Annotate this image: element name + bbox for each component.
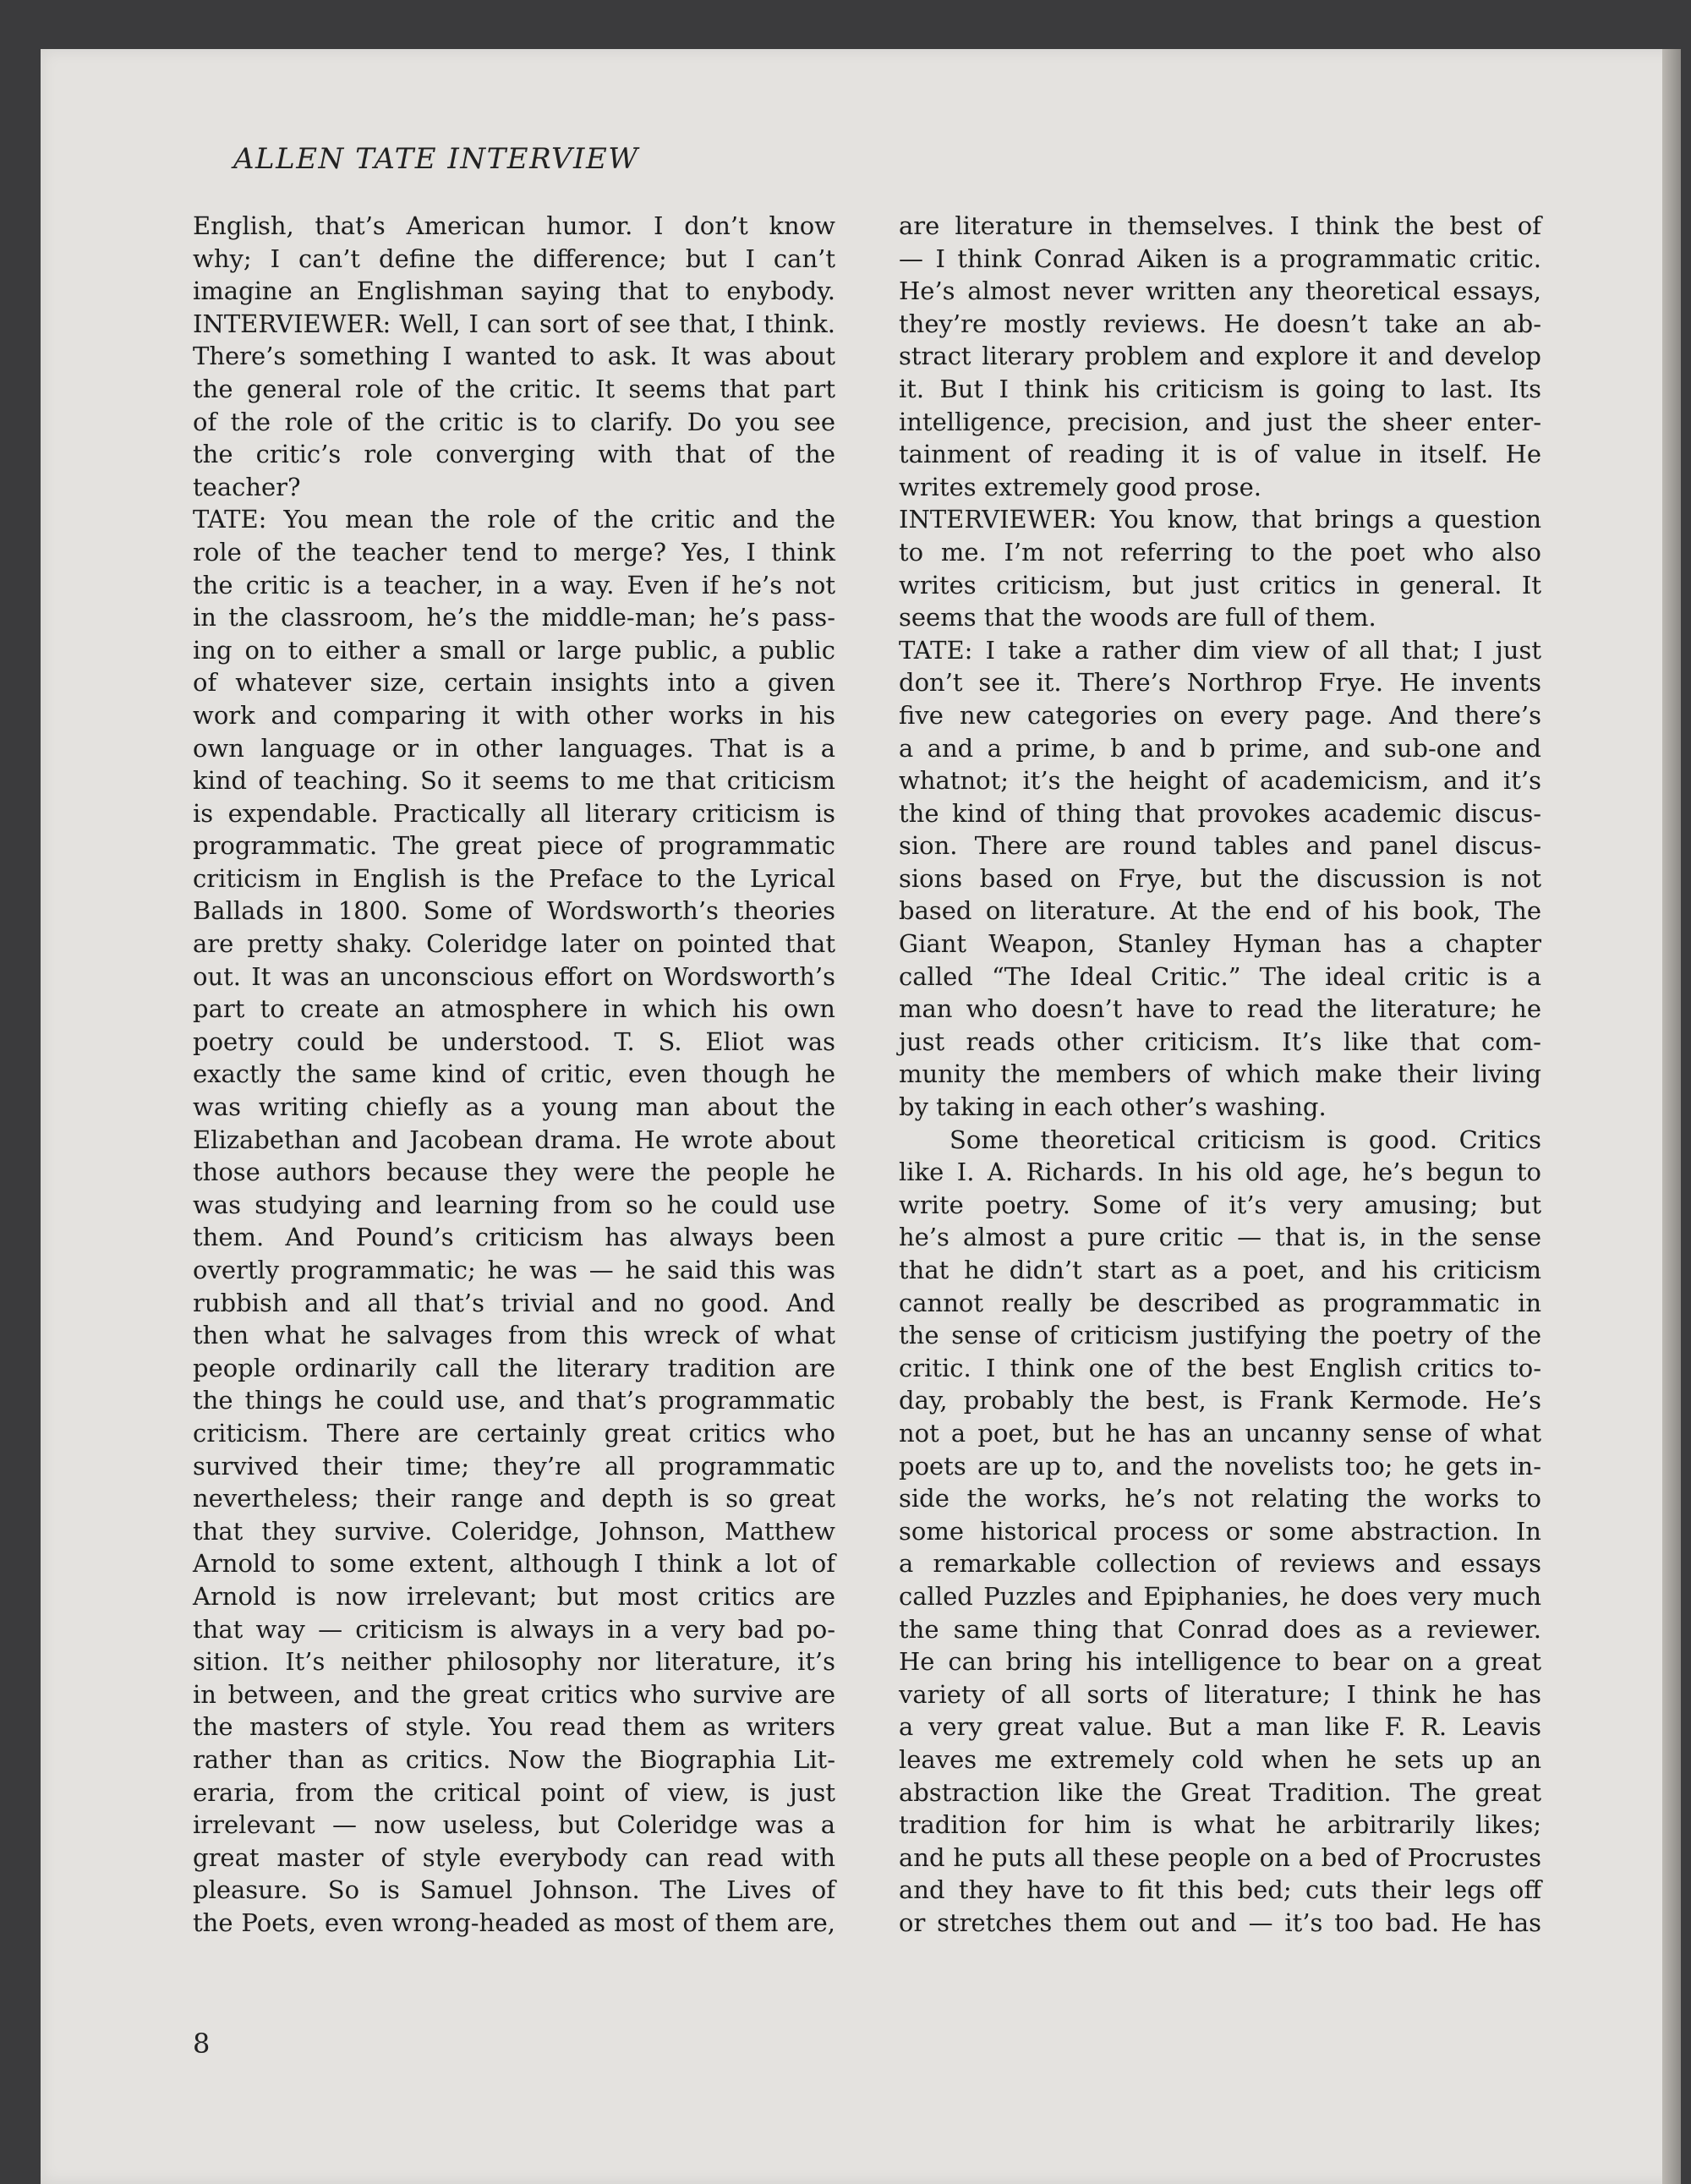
text-line: and they have to fit this bed; cuts their legs off bbox=[899, 1875, 1541, 1905]
page-edge bbox=[1662, 49, 1681, 2184]
text-line: sions based on Frye, but the discussion is not bbox=[899, 863, 1541, 893]
text-line: five new categories on every page. And there’s bbox=[899, 700, 1541, 730]
text-line: day, probably the best, is Frank Kermode. He’s bbox=[899, 1386, 1541, 1415]
text-line: poets are up to, and the novelists too; he gets in- bbox=[899, 1451, 1541, 1481]
text-line: nevertheless; their range and depth is so great bbox=[193, 1484, 835, 1513]
text-line: the general role of the critic. It seems that part bbox=[193, 374, 835, 403]
text-line: cannot really be described as programmatic in bbox=[899, 1288, 1541, 1317]
text-line: don’t see it. There’s Northrop Frye. He invents bbox=[899, 668, 1541, 698]
right-column bbox=[899, 210, 1541, 1939]
text-line: the same thing that Conrad does as a reviewer. bbox=[899, 1614, 1541, 1644]
text-line: sion. There are round tables and panel discus- bbox=[899, 831, 1541, 861]
text-line: irrelevant — now useless, but Coleridge was a bbox=[193, 1810, 835, 1840]
text-line: sition. It’s neither philosophy nor literature, it’s bbox=[193, 1647, 835, 1677]
text-line: tradition for him is what he arbitrarily likes; bbox=[899, 1810, 1541, 1840]
text-line: the masters of style. You read them as writers bbox=[193, 1712, 835, 1742]
text-line: the critic’s role converging with that of the bbox=[193, 440, 835, 469]
text-line: criticism. There are certainly great critics who bbox=[193, 1418, 835, 1448]
text-line: the things he could use, and that’s programmatic bbox=[193, 1386, 835, 1415]
text-line: then what he salvages from this wreck of what bbox=[193, 1321, 835, 1350]
text-line: ing on to either a small or large public, a public bbox=[193, 635, 835, 665]
text-line: that he didn’t start as a poet, and his criticism bbox=[899, 1256, 1541, 1284]
text-line: by taking in each other’s washing. bbox=[899, 1092, 1327, 1122]
text-line: rather than as critics. Now the Biographia Lit- bbox=[193, 1744, 835, 1774]
text-line: He’s almost never written any theoretical essays, bbox=[899, 276, 1541, 306]
text-line: people ordinarily call the literary tradition are bbox=[193, 1353, 835, 1382]
text-line: side the works, he’s not relating the works to bbox=[899, 1484, 1541, 1513]
text-line: some historical process or some abstraction. In bbox=[899, 1516, 1541, 1546]
page-number: 8 bbox=[193, 2028, 211, 2060]
text-line: He can bring his intelligence to bear on a great bbox=[899, 1647, 1541, 1677]
text-line: Arnold is now irrelevant; but most critics are bbox=[193, 1581, 835, 1611]
text-line: pleasure. So is Samuel Johnson. The Lives of bbox=[193, 1875, 835, 1905]
text-line: that way — criticism is always in a very bad po- bbox=[193, 1614, 835, 1644]
text-line: leaves me extremely cold when he sets up an bbox=[899, 1744, 1541, 1774]
text-line: and he puts all these people on a bed of Procrustes bbox=[899, 1842, 1541, 1872]
text-line: munity the members of which make their living bbox=[899, 1059, 1541, 1089]
text-line: INTERVIEWER: Well, I can sort of see that, I think. bbox=[193, 309, 835, 338]
text-line: the critic is a teacher, in a way. Even if he’s not bbox=[193, 570, 835, 599]
text-line: it. But I think his criticism is going to last. Its bbox=[899, 374, 1541, 403]
text-line: overtly programmatic; he was — he said this was bbox=[193, 1256, 835, 1284]
text-line: man who doesn’t have to read the literature; he bbox=[899, 994, 1541, 1024]
text-line: Elizabethan and Jacobean drama. He wrote about bbox=[193, 1125, 835, 1154]
text-line: writes criticism, but just critics in general. It bbox=[899, 570, 1541, 599]
text-line: not a poet, but he has an uncanny sense of what bbox=[899, 1418, 1541, 1448]
book-page bbox=[41, 49, 1681, 2184]
text-line: was writing chiefly as a young man about the bbox=[193, 1092, 835, 1122]
text-line: abstraction like the Great Tradition. The great bbox=[899, 1777, 1541, 1807]
text-line: exactly the same kind of critic, even though he bbox=[193, 1059, 835, 1089]
text-line: variety of all sorts of literature; I think he has bbox=[899, 1679, 1541, 1709]
text-line: eraria, from the critical point of view, is just bbox=[193, 1777, 835, 1807]
text-line: why; I can’t define the difference; but I can’t bbox=[193, 244, 835, 273]
text-line: writes extremely good prose. bbox=[899, 472, 1262, 501]
text-line: great master of style everybody can read with bbox=[193, 1842, 835, 1872]
text-line: are literature in themselves. I think the best of bbox=[899, 211, 1541, 240]
text-line: — I think Conrad Aiken is a programmatic critic. bbox=[899, 244, 1541, 273]
text-line: work and comparing it with other works in his bbox=[193, 700, 835, 730]
left-column bbox=[193, 210, 835, 1939]
text-line: a remarkable collection of reviews and essays bbox=[899, 1549, 1541, 1579]
text-line: was studying and learning from so he could use bbox=[193, 1190, 835, 1219]
text-line: intelligence, precision, and just the sheer enter- bbox=[899, 407, 1541, 436]
text-line: in between, and the great critics who survive are bbox=[193, 1679, 835, 1709]
text-line: or stretches them out and — it’s too bad. He has bbox=[899, 1908, 1541, 1937]
text-line: called Puzzles and Epiphanies, he does very much bbox=[899, 1581, 1541, 1611]
text-line: There’s something I wanted to ask. It was about bbox=[193, 342, 835, 371]
text-line: English, that’s American humor. I don’t know bbox=[193, 211, 835, 240]
text-line: Ballads in 1800. Some of Wordsworth’s theories bbox=[193, 896, 835, 926]
text-line: whatnot; it’s the height of academicism, and it’s bbox=[899, 766, 1541, 796]
text-line: rubbish and all that’s trivial and no good. And bbox=[193, 1288, 835, 1317]
text-line: TATE: I take a rather dim view of all that; I just bbox=[899, 635, 1541, 665]
text-line: a and a prime, b and b prime, and sub-one and bbox=[899, 733, 1541, 763]
text-line: out. It was an unconscious effort on Wordsworth’s bbox=[193, 961, 835, 991]
text-line: like I. A. Richards. In his old age, he’s begun to bbox=[899, 1158, 1541, 1187]
text-line: part to create an atmosphere in which his own bbox=[193, 994, 835, 1024]
text-line: programmatic. The great piece of programmatic bbox=[193, 831, 835, 861]
text-line: TATE: You mean the role of the critic and the bbox=[193, 505, 835, 534]
text-line: write poetry. Some of it’s very amusing; but bbox=[899, 1190, 1541, 1219]
text-line: own language or in other languages. That is a bbox=[193, 733, 835, 763]
text-line: the kind of thing that provokes academic discus- bbox=[899, 798, 1541, 828]
text-line: Giant Weapon, Stanley Hyman has a chapter bbox=[899, 929, 1541, 959]
text-line: he’s almost a pure critic — that is, in the sense bbox=[899, 1223, 1541, 1252]
text-line: of whatever size, certain insights into a given bbox=[193, 668, 835, 698]
text-line: INTERVIEWER: You know, that brings a question bbox=[899, 505, 1541, 534]
text-line: role of the teacher tend to merge? Yes, I think bbox=[193, 537, 835, 567]
text-line: a very great value. But a man like F. R. Leavis bbox=[899, 1712, 1541, 1742]
text-line: they’re mostly reviews. He doesn’t take an ab- bbox=[899, 309, 1541, 338]
text-line: the sense of criticism justifying the poetry of the bbox=[899, 1321, 1541, 1350]
text-line: to me. I’m not referring to the poet who also bbox=[899, 537, 1541, 567]
text-line: called “The Ideal Critic.” The ideal critic is a bbox=[899, 961, 1541, 991]
text-line: kind of teaching. So it seems to me that criticism bbox=[193, 766, 835, 796]
text-line: in the classroom, he’s the middle-man; he’s pass- bbox=[193, 603, 835, 632]
text-line: survived their time; they’re all programmatic bbox=[193, 1451, 835, 1481]
running-head: ALLEN TATE INTERVIEW bbox=[233, 142, 639, 176]
text-line: critic. I think one of the best English critics to- bbox=[899, 1353, 1541, 1382]
text-line: seems that the woods are full of them. bbox=[899, 603, 1376, 632]
text-line: them. And Pound’s criticism has always been bbox=[193, 1223, 835, 1252]
text-line: tainment of reading it is of value in itself. He bbox=[899, 440, 1541, 469]
text-line: imagine an Englishman saying that to enybody. bbox=[193, 276, 835, 306]
text-line: poetry could be understood. T. S. Eliot was bbox=[193, 1026, 835, 1056]
text-line: Arnold to some extent, although I think a lot of bbox=[193, 1549, 835, 1579]
text-line: those authors because they were the people he bbox=[193, 1158, 835, 1187]
text-line: teacher? bbox=[193, 472, 301, 501]
text-line: of the role of the critic is to clarify. Do you see bbox=[193, 407, 835, 436]
text-line: based on literature. At the end of his book, The bbox=[899, 896, 1541, 926]
text-line: are pretty shaky. Coleridge later on pointed that bbox=[193, 929, 835, 959]
text-line: is expendable. Practically all literary criticism is bbox=[193, 798, 835, 828]
text-line: criticism in English is the Preface to the Lyrical bbox=[193, 863, 835, 893]
text-line: just reads other criticism. It’s like that com- bbox=[899, 1026, 1541, 1056]
text-line: Some theoretical criticism is good. Critics bbox=[949, 1125, 1541, 1154]
text-line: the Poets, even wrong-headed as most of them are, bbox=[193, 1908, 835, 1937]
text-line: that they survive. Coleridge, Johnson, Matthew bbox=[193, 1516, 835, 1546]
text-line: stract literary problem and explore it and develop bbox=[899, 342, 1541, 371]
